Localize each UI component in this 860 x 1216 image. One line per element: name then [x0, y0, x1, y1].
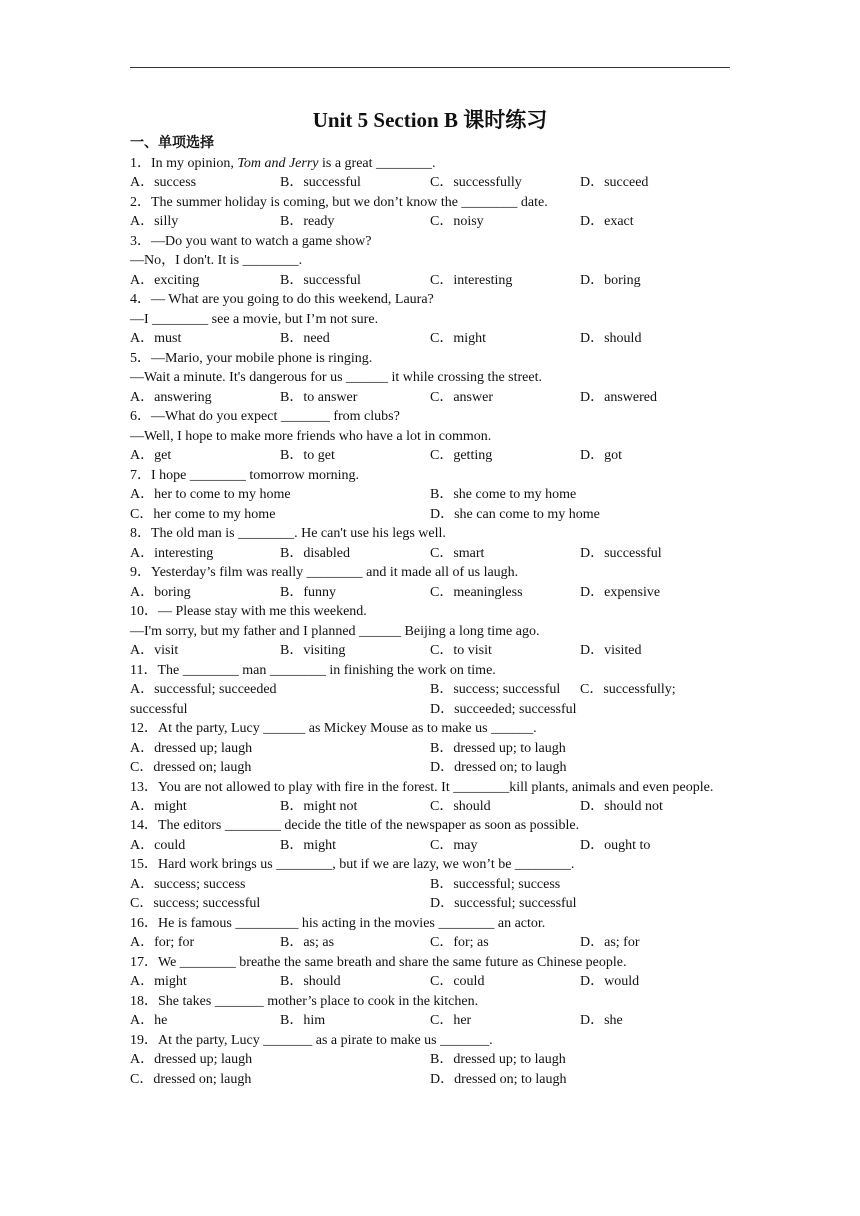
option-d[interactable]: D．should — [580, 331, 642, 346]
question-stem: 11．The ________ man ________ in finishing the work on time. — [130, 662, 496, 678]
option-b[interactable]: B．need — [280, 331, 330, 346]
option-a[interactable]: A．might — [130, 798, 187, 814]
option-a[interactable]: A．exciting — [130, 272, 200, 288]
option-c[interactable]: C．successfully — [430, 175, 522, 190]
option-a[interactable]: A．for; for — [130, 935, 195, 950]
option-row — [130, 212, 730, 232]
option-d[interactable]: D．succeeded; successful — [430, 701, 577, 717]
option-d[interactable]: D．succeed — [580, 175, 649, 190]
option-a[interactable]: A．interesting — [130, 545, 214, 561]
option-b[interactable]: B．might not — [280, 798, 358, 814]
section-heading: 一、单项选择 — [130, 136, 214, 151]
option-a[interactable]: A．success — [130, 175, 197, 190]
question-stem: 1．In my opinion, Tom and Jerry is a great ________. — [130, 155, 436, 171]
option-row — [130, 1070, 730, 1090]
question-stem: 16．He is famous _________ his acting in the movies ________ an actor. — [130, 915, 546, 931]
option-row — [130, 1011, 730, 1031]
question-stem: 3．—Do you want to watch a game show? — [130, 233, 372, 249]
question-stem-reply: —No，I don't. It is ________. — [130, 253, 303, 268]
option-row — [130, 505, 730, 525]
question-stem: 4．— What are you going to do this weekend, Laura? — [130, 292, 434, 307]
option-c[interactable]: C．her come to my home — [130, 506, 276, 522]
header-rule — [130, 67, 730, 68]
option-row — [130, 446, 730, 466]
option-d[interactable]: D．dressed on; to laugh — [430, 1071, 567, 1087]
option-d[interactable]: D．boring — [580, 272, 641, 288]
question-stem: 10．— Please stay with me this weekend. — [130, 604, 367, 619]
question-stem: 17．We ________ breathe the same breath and share the same future as Chinese people. — [130, 954, 627, 970]
option-c[interactable]: C．dressed on; laugh — [130, 760, 252, 775]
question-stem-reply: —I ________ see a movie, but I’m not sure. — [130, 311, 379, 327]
option-b[interactable]: B．successful — [280, 175, 361, 190]
option-row — [130, 641, 730, 661]
option-row — [130, 875, 730, 895]
question-stem: 5．—Mario, your mobile phone is ringing. — [130, 350, 373, 366]
question-stem-reply: —Well, I hope to make more friends who have a lot in common. — [130, 428, 492, 444]
option-b[interactable]: B．might — [280, 837, 337, 853]
question-stem: 19．At the party, Lucy _______ as a pirate to make us _______. — [130, 1032, 493, 1048]
question-stem: 14．The editors ________ decide the title of the newspaper as soon as possible. — [130, 818, 580, 833]
option-a[interactable]: A．success; success — [130, 876, 246, 892]
option-a[interactable]: A．could — [130, 837, 186, 853]
option-d[interactable]: D．successful; successful — [430, 896, 577, 911]
option-a[interactable]: A．might — [130, 974, 187, 989]
option-row — [130, 173, 730, 193]
option-row — [130, 894, 730, 914]
option-b[interactable]: B．ready — [280, 214, 335, 229]
option-b[interactable]: B．him — [280, 1013, 326, 1028]
option-b[interactable]: B．disabled — [280, 545, 350, 561]
question-stem: 7．I hope ________ tomorrow morning. — [130, 467, 360, 483]
option-a[interactable]: A．visit — [130, 643, 179, 658]
option-row — [130, 583, 730, 603]
option-a[interactable]: A．silly — [130, 214, 179, 229]
option-c[interactable]: C．noisy — [430, 214, 484, 229]
question-stem: 2．The summer holiday is coming, but we don’t know the ________ date. — [130, 194, 548, 210]
question-stem: 18．She takes _______ mother’s place to cook in the kitchen. — [130, 993, 479, 1009]
option-a[interactable]: A．he — [130, 1013, 168, 1028]
option-c[interactable]: C．dressed on; laugh — [130, 1071, 252, 1087]
option-c[interactable]: C．for; as — [430, 935, 489, 950]
option-d[interactable]: D．visited — [580, 643, 642, 658]
question-stem: 13．You are not allowed to play with fire in the forest. It ________kill plants, animals and even people. — [130, 779, 714, 795]
option-row — [130, 544, 730, 564]
option-c[interactable]: C．getting — [430, 448, 493, 463]
page-title: Unit 5 Section B 课时练习 — [312, 108, 548, 132]
option-d[interactable]: D．exact — [580, 214, 634, 229]
option-a[interactable]: A．successful; succeeded — [130, 682, 277, 697]
option-row — [130, 329, 730, 349]
option-b[interactable]: B．should — [280, 974, 341, 989]
option-c-continued: successful — [130, 701, 188, 717]
option-row — [130, 485, 730, 505]
option-row — [130, 836, 730, 856]
option-b[interactable]: B．to answer — [280, 389, 358, 405]
option-row — [130, 739, 730, 759]
question-stem: 15．Hard work brings us ________, but if we are lazy, we won’t be ________. — [130, 857, 575, 872]
option-b[interactable]: B．dressed up; to laugh — [430, 1052, 566, 1067]
option-c[interactable]: C．success; successful — [130, 896, 261, 911]
option-a[interactable]: A．boring — [130, 584, 191, 600]
option-c[interactable]: C．successfully; — [580, 682, 676, 697]
option-c[interactable]: C．might — [430, 331, 487, 346]
option-c[interactable]: C．smart — [430, 545, 485, 561]
option-b[interactable]: B．successful; success — [430, 876, 561, 892]
option-c[interactable]: C．could — [430, 974, 485, 989]
question-stem-reply: —Wait a minute. It's dangerous for us ______ it while crossing the street. — [130, 370, 542, 385]
option-c[interactable]: C．answer — [430, 389, 493, 405]
option-row — [130, 1050, 730, 1070]
option-d[interactable]: D．she — [580, 1013, 623, 1028]
option-row — [130, 680, 730, 700]
question-stem: 9．Yesterday’s film was really ________ and it made all of us laugh. — [130, 565, 519, 580]
option-c[interactable]: C．her — [430, 1013, 472, 1028]
option-d[interactable]: D．would — [580, 974, 640, 989]
option-c[interactable]: C．interesting — [430, 272, 513, 288]
option-b[interactable]: B．as; as — [280, 935, 335, 950]
option-b[interactable]: B．to get — [280, 448, 335, 463]
option-d[interactable]: D．should not — [580, 798, 663, 814]
question-stem-reply: —I'm sorry, but my father and I planned ______ Beijing a long time ago. — [130, 623, 540, 639]
option-row — [130, 972, 730, 992]
option-row — [130, 388, 730, 408]
option-d[interactable]: D．as; for — [580, 935, 640, 950]
option-d[interactable]: D．successful — [580, 545, 662, 561]
option-a[interactable]: A．must — [130, 331, 182, 346]
option-b[interactable]: B．successful — [280, 272, 361, 288]
question-stem: 6．—What do you expect _______ from clubs? — [130, 409, 400, 424]
option-b[interactable]: B．success; successful — [430, 682, 561, 697]
option-row — [130, 933, 730, 953]
option-row — [130, 700, 730, 720]
option-row — [130, 758, 730, 778]
option-b[interactable]: B．visiting — [280, 643, 346, 658]
option-d[interactable]: D．she can come to my home — [430, 506, 600, 522]
option-c[interactable]: C．to visit — [430, 643, 492, 658]
option-b[interactable]: B．she come to my home — [430, 487, 577, 502]
option-c[interactable]: C．meaningless — [430, 584, 523, 600]
option-row — [130, 271, 730, 291]
exercise-body — [130, 134, 730, 1089]
option-a[interactable]: A．her to come to my home — [130, 487, 291, 502]
option-b[interactable]: B．dressed up; to laugh — [430, 740, 566, 756]
option-a[interactable]: A．dressed up; laugh — [130, 1052, 253, 1067]
option-a[interactable]: A．get — [130, 448, 172, 463]
option-b[interactable]: B．funny — [280, 584, 336, 600]
option-d[interactable]: D．expensive — [580, 584, 661, 600]
option-row — [130, 797, 730, 817]
option-d[interactable]: D．answered — [580, 389, 657, 405]
option-d[interactable]: D．got — [580, 448, 622, 463]
option-d[interactable]: D．ought to — [580, 837, 651, 853]
option-c[interactable]: C．may — [430, 837, 478, 853]
option-a[interactable]: A．dressed up; laugh — [130, 740, 253, 756]
option-a[interactable]: A．answering — [130, 389, 212, 405]
option-c[interactable]: C．should — [430, 798, 491, 814]
question-stem: 8．The old man is ________. He can't use his legs well. — [130, 526, 446, 541]
question-stem: 12．At the party, Lucy ______ as Mickey Mouse as to make us ______. — [130, 721, 537, 736]
option-d[interactable]: D．dressed on; to laugh — [430, 760, 567, 775]
